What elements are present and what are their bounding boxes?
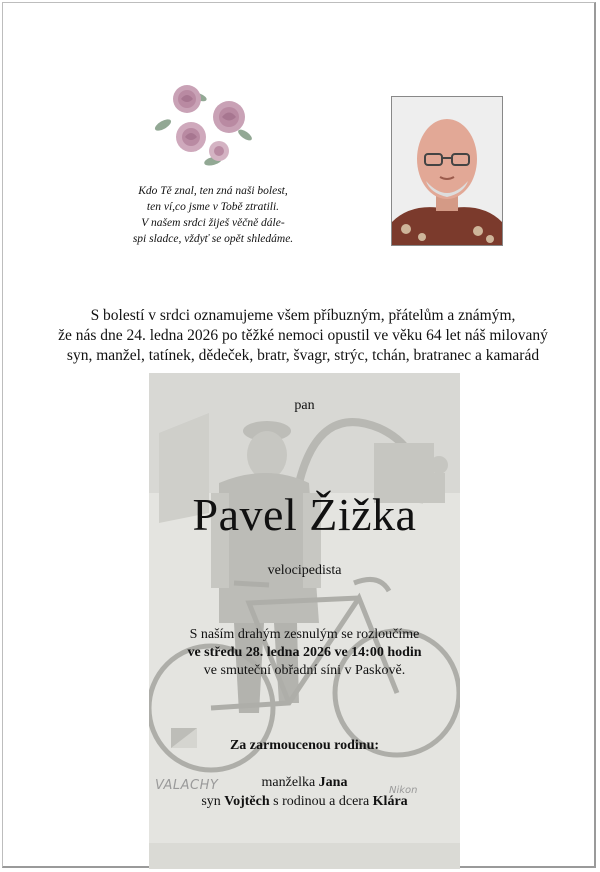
funeral-details bbox=[149, 626, 460, 680]
family-heading: Za zarmoucenou rodinu: bbox=[229, 738, 380, 753]
family-member-name: Jana bbox=[318, 775, 348, 790]
announcement-line: S bolestí v srdci oznamujeme všem příbuzným, přátelům a známým, bbox=[90, 307, 516, 324]
poem-line: V našem srdci žiješ věčně dále- bbox=[141, 217, 285, 229]
funeral-line: S naším drahým zesnulým se rozloučíme bbox=[189, 627, 420, 642]
family-member-name: Vojtěch bbox=[224, 794, 270, 809]
portrait-photo bbox=[391, 96, 503, 246]
rose-small bbox=[209, 141, 229, 161]
deceased-name: Pavel Žižka bbox=[192, 489, 417, 540]
deceased-occupation: velocipedista bbox=[267, 563, 342, 578]
photo-watermark-text: VALACHY bbox=[155, 778, 219, 793]
family-relation: syn bbox=[201, 794, 221, 809]
poem-line: Kdo Tě znal, ten zná naši bolest, bbox=[138, 185, 288, 197]
camera-watermark-text: Nikon bbox=[389, 785, 418, 796]
cyclist-photo-panel bbox=[149, 373, 460, 869]
memorial-poem bbox=[103, 183, 323, 247]
funeral-location: ve smuteční obřadní síni v Paskově. bbox=[203, 663, 406, 678]
rose-bottom bbox=[176, 122, 206, 152]
poem-line: ten ví,co jsme v Tobě ztratili. bbox=[146, 201, 280, 213]
obituary-sheet bbox=[2, 2, 596, 868]
announcement-line: syn, manžel, tatínek, dědeček, bratr, švagr, strýc, tchán, bratranec a kamarád bbox=[66, 347, 540, 364]
family-relation: s rodinou a dcera bbox=[273, 794, 370, 809]
roses-image bbox=[153, 75, 257, 167]
announcement-line: že nás dne 24. ledna 2026 po těžké nemoci opustil ve věku 64 let náš milovaný bbox=[58, 327, 548, 344]
rose-right bbox=[213, 101, 245, 133]
funeral-date: ve středu 28. ledna 2026 ve 14:00 hodin bbox=[187, 645, 422, 660]
poem-line: spi sladce, vždyť se opět shledáme. bbox=[132, 233, 294, 245]
rose-top bbox=[173, 85, 201, 113]
announcement-text bbox=[33, 306, 573, 366]
honorific: pan bbox=[294, 398, 315, 413]
family-relation: manželka bbox=[261, 775, 316, 790]
family-member-name: Klára bbox=[372, 794, 408, 809]
